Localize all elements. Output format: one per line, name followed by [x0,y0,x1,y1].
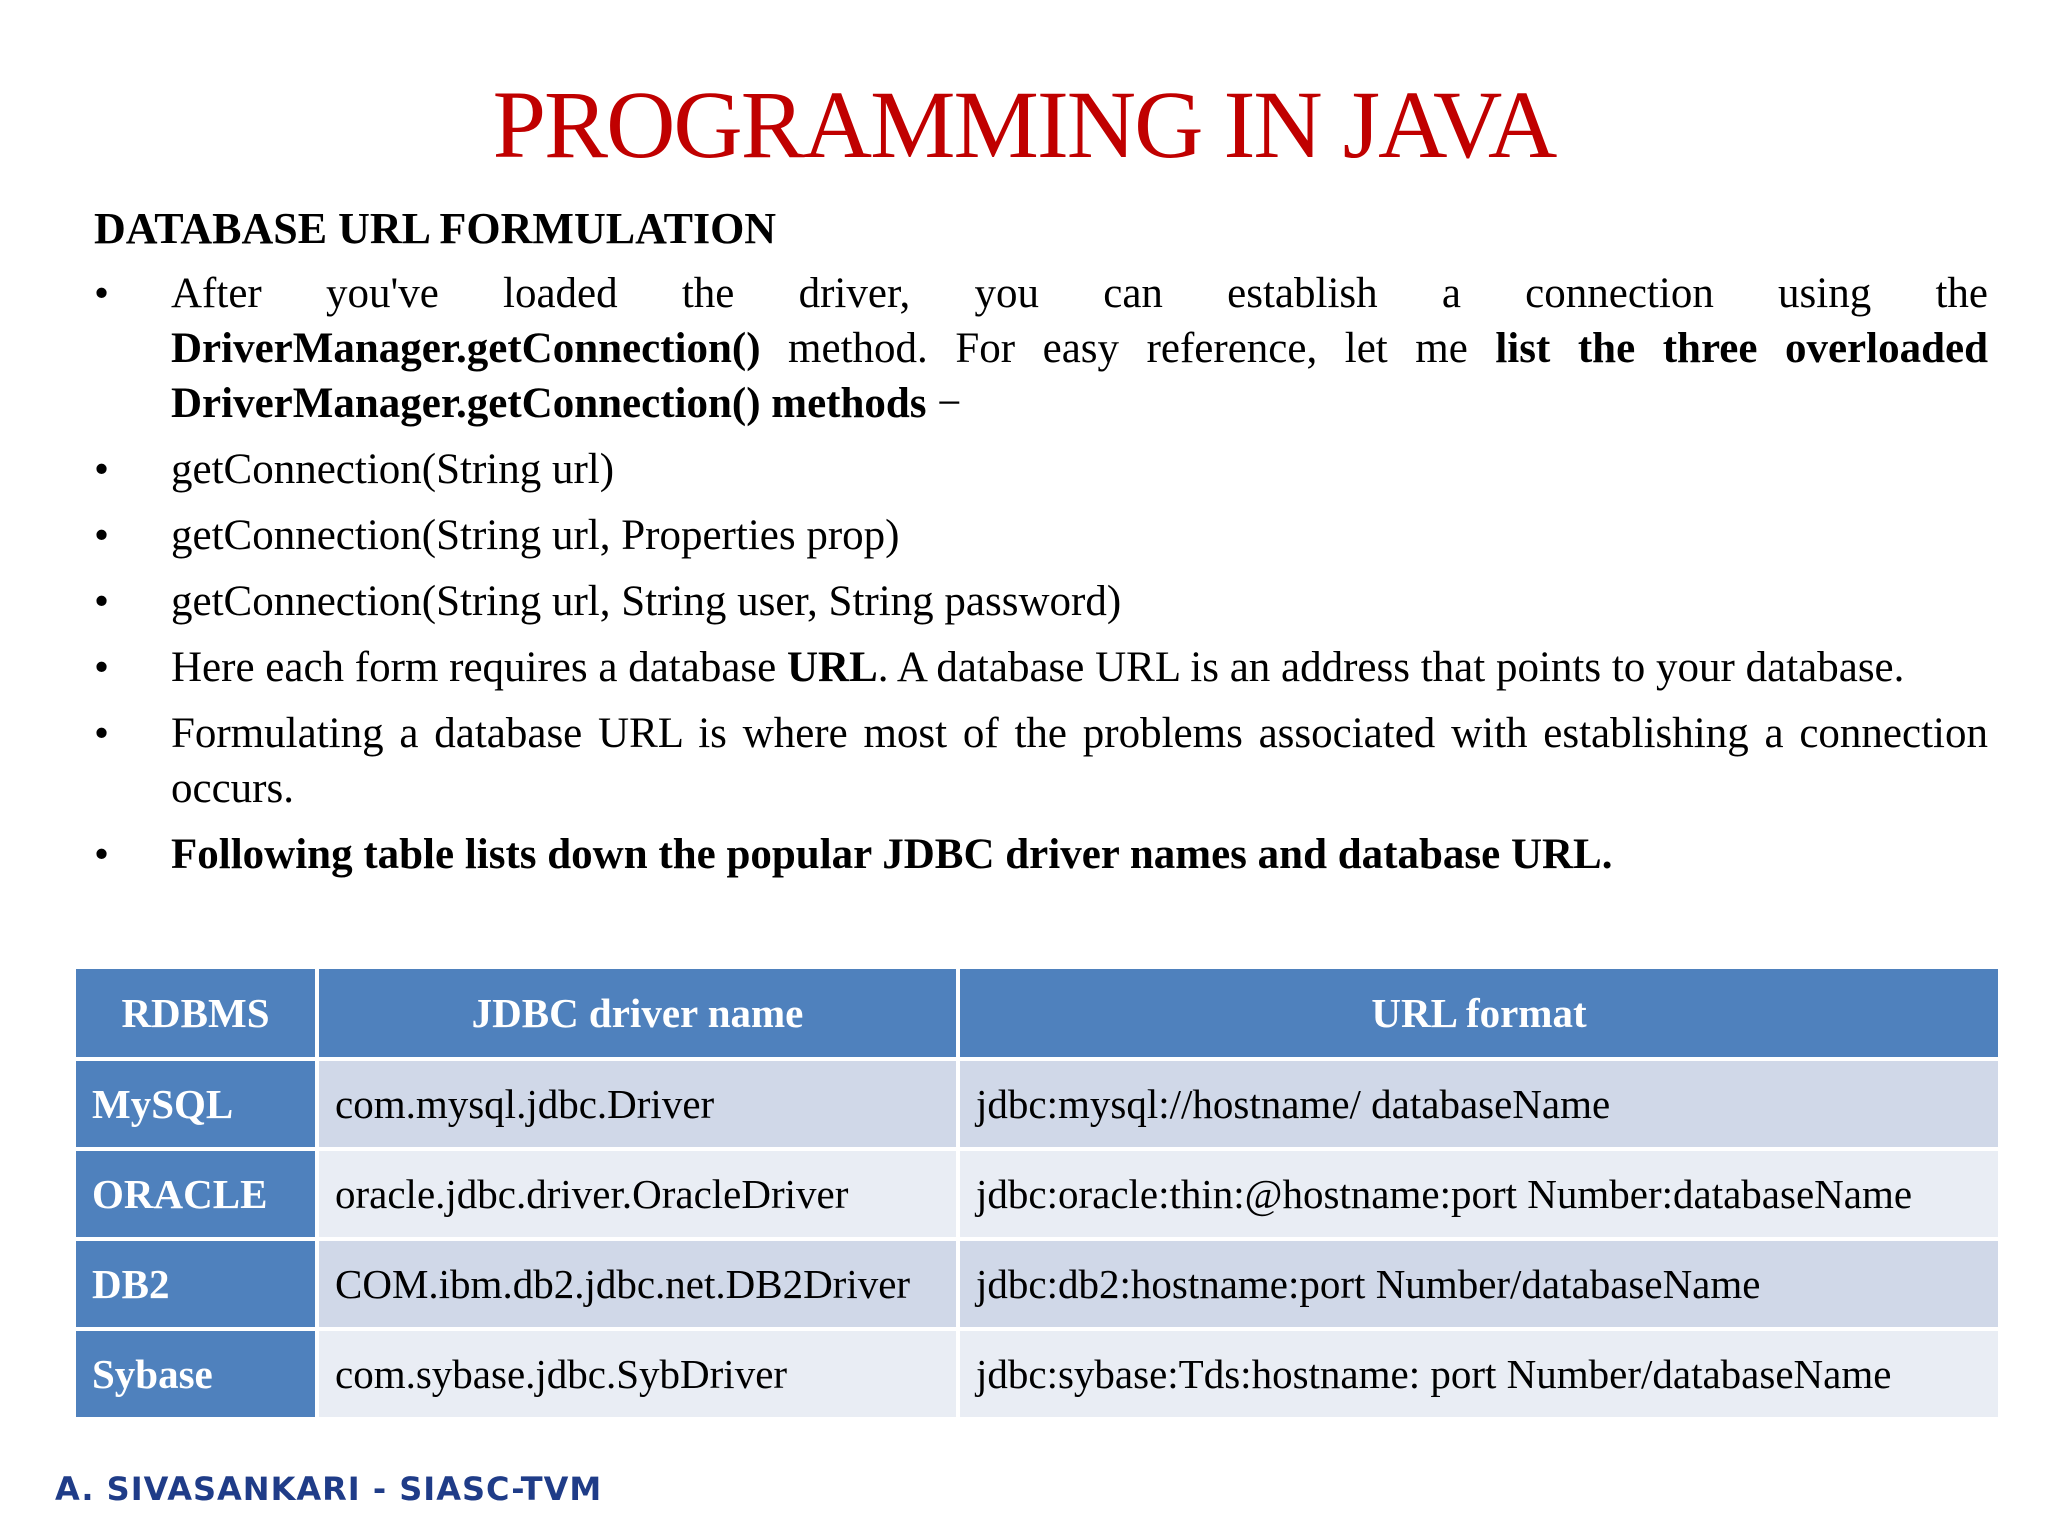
bullet-list [94,266,1988,893]
table-row [74,1059,2000,1149]
author-footer: A. SIVASANKARI - SIASC-TVM [55,1470,603,1508]
bullet-icon: • [94,270,110,317]
column-header-url-format: URL format [958,967,2000,1059]
bullet-text-bold: list the three overloaded DriverManager.getConnection() methods [171,325,1989,427]
url-format-cell: jdbc:sybase:Tds:hostname: port Number/databaseName [958,1329,2000,1419]
bullet-text: Formulating a database URL is where most of the problems associated with establishing a connection occurs. [171,710,1988,812]
driver-name-cell: oracle.jdbc.driver.OracleDriver [317,1149,958,1239]
bullet-text: − [926,380,962,427]
bullet-icon: • [94,446,110,493]
bullet-icon: • [94,644,110,691]
jdbc-driver-table [72,965,2002,1421]
driver-name-cell: com.sybase.jdbc.SybDriver [317,1329,958,1419]
section-heading: DATABASE URL FORMULATION [94,204,777,253]
rdbms-cell: MySQL [74,1059,317,1149]
column-header-driver-name: JDBC driver name [317,967,958,1059]
url-format-cell: jdbc:mysql://hostname/ databaseName [958,1059,2000,1149]
driver-name-cell: COM.ibm.db2.jdbc.net.DB2Driver [317,1239,958,1329]
table-row [74,1149,2000,1239]
bullet-item [94,574,1988,629]
bullet-item [94,508,1988,563]
bullet-icon: • [94,831,110,878]
bullet-icon: • [94,710,110,757]
bullet-item [94,442,1988,497]
url-format-cell: jdbc:db2:hostname:port Number/databaseName [958,1239,2000,1329]
rdbms-cell: DB2 [74,1239,317,1329]
bullet-item [94,706,1988,816]
bullet-item [94,640,1988,695]
url-format-cell: jdbc:oracle:thin:@hostname:port Number:databaseName [958,1149,2000,1239]
bullet-text-bold: Following table lists down the popular JDBC driver names and database URL. [171,831,1613,878]
column-header-rdbms: RDBMS [74,967,317,1059]
bullet-text: After you've loaded the driver, you can establish a connection using the [171,270,1988,317]
bullet-text-bold: URL [786,644,878,691]
table-row [74,1329,2000,1419]
bullet-text: getConnection(String url) [171,446,615,493]
bullet-icon: • [94,578,110,625]
bullet-text-bold: DriverManager.getConnection() [171,325,761,372]
bullet-text: Here each form requires a database [171,644,787,691]
rdbms-cell: Sybase [74,1329,317,1419]
bullet-item [94,827,1988,882]
slide-title: PROGRAMMING IN JAVA [492,71,1556,178]
rdbms-cell: ORACLE [74,1149,317,1239]
bullet-icon: • [94,512,110,559]
bullet-text: getConnection(String url, Properties prop) [171,512,900,559]
bullet-text: getConnection(String url, String user, String password) [171,578,1122,625]
bullet-item [94,266,1988,431]
bullet-text: . A database URL is an address that points to your database. [877,644,1905,691]
table-row [74,1239,2000,1329]
jdbc-driver-table-container [72,965,1998,1421]
bullet-text: method. For easy reference, let me [760,325,1496,372]
table-header-row [74,967,2000,1059]
driver-name-cell: com.mysql.jdbc.Driver [317,1059,958,1149]
